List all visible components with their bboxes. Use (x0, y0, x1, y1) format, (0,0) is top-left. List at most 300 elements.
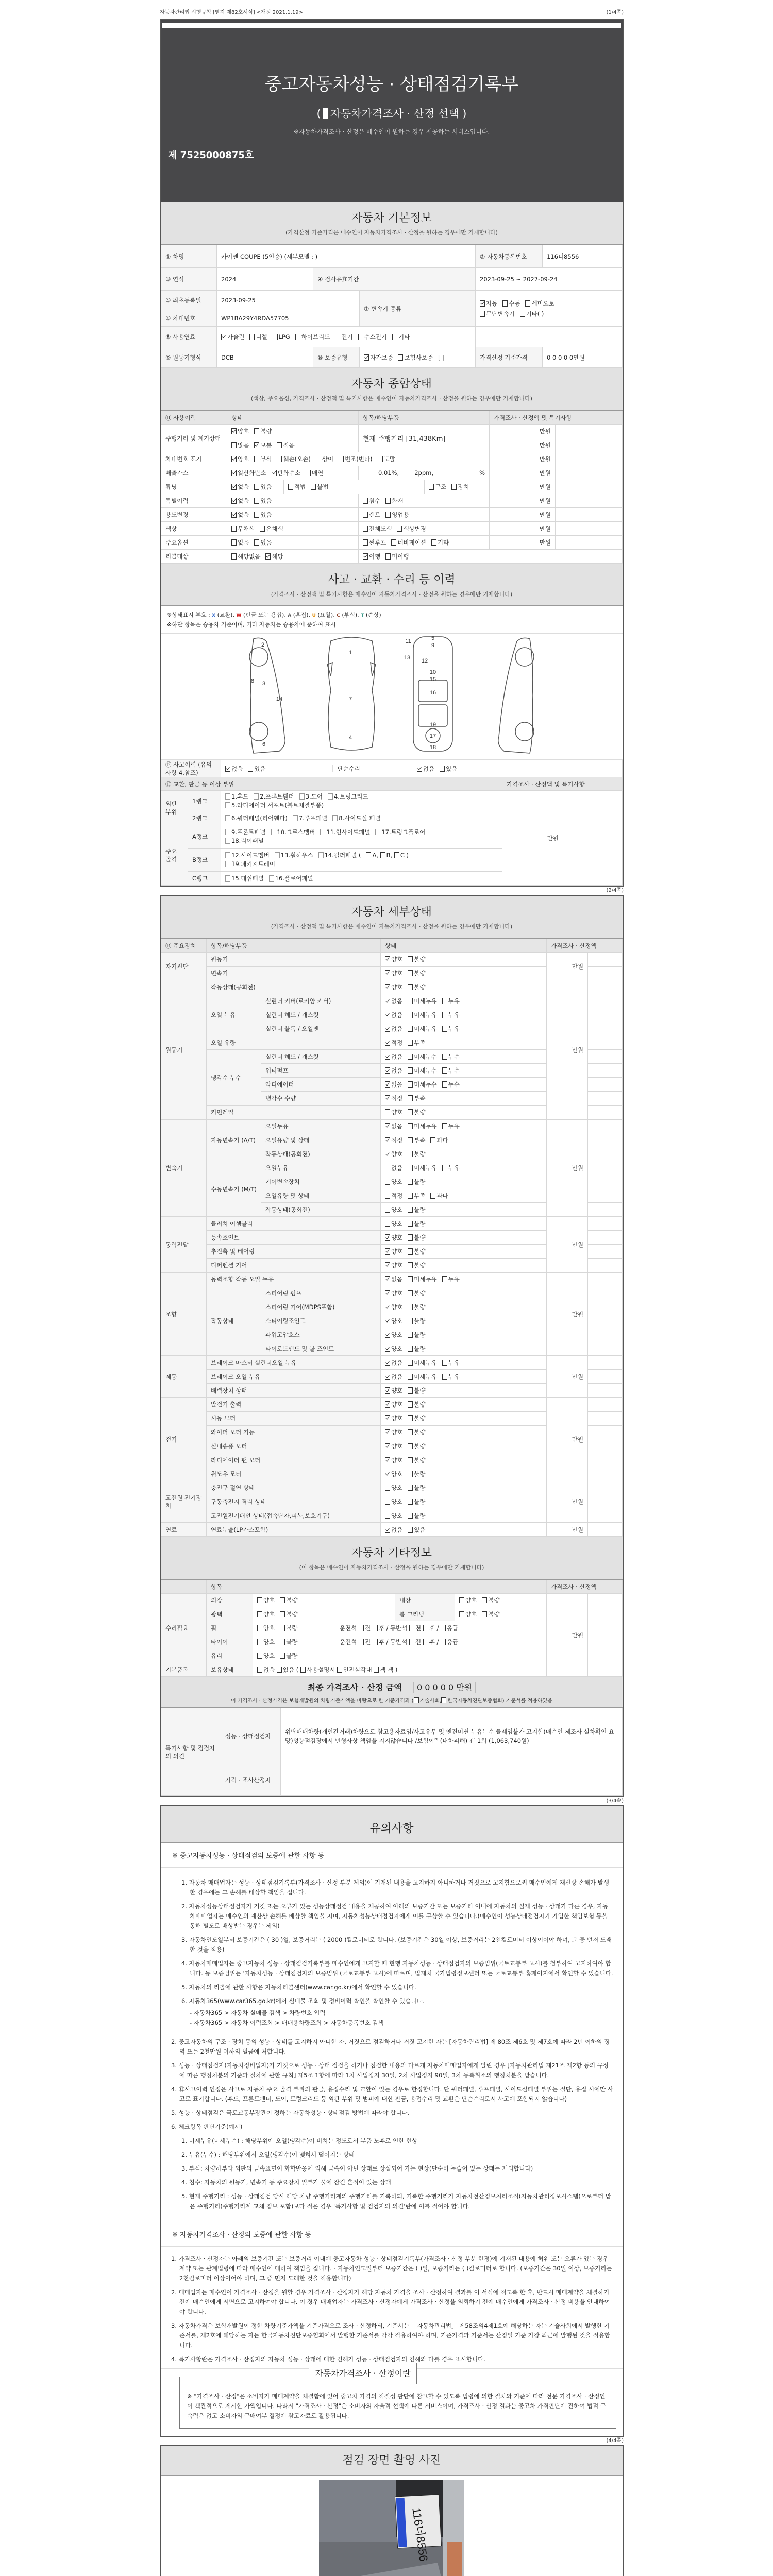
section-title: 자동차 기타정보 (351, 1547, 432, 1560)
checkbox[interactable] (366, 852, 371, 858)
checkbox[interactable] (363, 526, 368, 532)
checkbox[interactable] (385, 1137, 390, 1143)
checkbox[interactable] (231, 539, 237, 546)
section-subtitle: (가격조사 · 산정액 및 특기사항은 매수인이 자동차가격조사 · 산정을 원하는 경우에만 기재합니다) (271, 923, 513, 930)
checkbox[interactable] (385, 1374, 390, 1380)
checkbox[interactable] (408, 1151, 413, 1157)
checkbox[interactable] (254, 428, 259, 434)
option: 일산화탄소 (231, 469, 266, 477)
checkbox[interactable] (254, 456, 259, 462)
detail-row: 제동 브레이크 마스터 실린더오일 누유 없음 미세누유 누유 만원 (161, 1356, 623, 1370)
section-title: 자동차 종합상태 (351, 378, 432, 391)
checkbox[interactable] (408, 1346, 413, 1352)
option: 훼손(오손) (277, 455, 310, 463)
checkbox[interactable] (482, 1611, 487, 1617)
checkbox[interactable] (257, 1611, 262, 1617)
opinion-label: 특기사항 및 점검자의 의견 (161, 1708, 221, 1796)
checkbox[interactable] (335, 334, 340, 340)
checkbox[interactable] (221, 334, 226, 340)
option: 양호 (385, 956, 402, 963)
checkbox[interactable] (408, 1499, 413, 1505)
checkbox[interactable] (257, 1653, 262, 1659)
checkbox[interactable] (254, 484, 259, 490)
checkbox[interactable] (254, 442, 259, 448)
checkbox[interactable] (231, 470, 237, 476)
checkbox[interactable] (442, 1054, 447, 1060)
checkbox[interactable] (373, 1625, 378, 1631)
part-option: 3.도어 (299, 793, 323, 800)
section-title: 점검 장면 촬영 사진 (342, 2454, 441, 2467)
checkbox[interactable] (408, 1081, 413, 1088)
option: 양호 (385, 1290, 402, 1297)
checkbox[interactable] (408, 1193, 413, 1199)
checkbox[interactable] (260, 526, 265, 532)
part-option: 16.플로어패널 (269, 875, 313, 882)
checkbox[interactable] (408, 1179, 413, 1185)
option: 불량 (408, 984, 425, 991)
notes-list-2 (161, 2037, 623, 2211)
checkbox[interactable] (408, 1262, 413, 1268)
diagram-part-number: 11 (405, 638, 411, 645)
note-item: 4. ⑫사고이력 인정은 사고로 자동차 주요 골격 부위의 판금, 용접수리 및 교환이 있는 경우로 한정합니다. 단 쿼터패널, 루프패널, 사이드실패널 부위는 절단, 용접 시에만 사고로 표기합니다. (후드, 프론트펜더, 도어, 트렁크리드 등 외판 부위 및 범퍼에 대한 판금, 용접수리 및 교환은 단순수리로서 사고에 포함되지 않습니다) (171, 2086, 614, 2103)
detail-row: 변속기 양호 불량 (161, 967, 623, 980)
checkbox[interactable] (265, 553, 271, 560)
checkbox[interactable] (408, 1429, 413, 1435)
checkbox[interactable] (385, 553, 391, 560)
price-cell: 만원 (547, 1523, 588, 1537)
checkbox[interactable] (225, 815, 230, 821)
option: 탄화수소 (272, 469, 300, 477)
checkbox[interactable] (280, 1639, 285, 1645)
overall-table: ⑪ 사용이력 상태 항목/해당부품 가격조사 · 산정액 및 특기사항 주행거리 및 계기상태 양호 불량 현재 주행거리 [31,438Km] 만원 많음 보통 적음 만원 차대번호 표기 양호 부식 훼손(오손) 상이 변조(변타) 도말 만원 배출가스 일산화탄소 탄화수소 매연 0.01%, 2ppm, % 만원 튜닝 없음 있음 적법 불법 구조 장치 만원 특별이력 없음 있음 침수 화재 만원 용도변경 없음 있음 렌트 영업용 만원 색상 무채색 유채색 전체도색 색상변경 만원 주요옵션 없음 있음 썬루프 네비게이션 기타 만원 리콜대상 해당없음 해당 이행 미이행 (161, 411, 623, 564)
checkbox[interactable] (408, 1054, 413, 1060)
checkbox[interactable] (442, 1165, 447, 1171)
checkbox[interactable] (392, 334, 397, 340)
option: 불량 (408, 1443, 425, 1450)
checkbox[interactable] (442, 1081, 447, 1088)
detail-row: 라디에이터 없음 미세누수 누수 (161, 1078, 623, 1092)
option: 양호 (385, 1443, 402, 1450)
checkbox[interactable] (359, 1639, 364, 1645)
checkbox[interactable] (271, 829, 276, 835)
checkbox[interactable] (231, 512, 237, 518)
checkbox[interactable] (280, 1653, 285, 1659)
checkbox[interactable] (231, 428, 237, 434)
checkbox[interactable] (417, 766, 422, 772)
checkbox[interactable] (520, 311, 525, 317)
checkbox[interactable] (385, 1179, 390, 1185)
checkbox[interactable] (451, 484, 457, 490)
checkbox[interactable] (442, 1012, 447, 1018)
checkbox[interactable] (385, 956, 390, 962)
checkbox[interactable] (254, 512, 259, 518)
option: 양호 (385, 1512, 402, 1519)
checkbox[interactable] (316, 456, 321, 462)
checkbox[interactable] (442, 1374, 447, 1380)
checkbox[interactable] (272, 470, 277, 476)
checkbox[interactable] (358, 334, 363, 340)
checkbox[interactable] (293, 815, 298, 821)
checkbox[interactable] (378, 456, 383, 462)
part-option: 15.대쉬패널 (225, 875, 264, 882)
checkbox[interactable] (380, 852, 385, 858)
checkbox[interactable] (385, 1207, 390, 1213)
checkbox[interactable] (442, 1360, 447, 1366)
checkbox[interactable] (385, 1026, 390, 1032)
checkbox[interactable] (225, 852, 230, 858)
legend-item: U (요철), (312, 612, 335, 618)
checkbox[interactable] (385, 1095, 390, 1101)
option: 색상변경 (397, 525, 426, 532)
checkbox[interactable] (385, 1318, 390, 1324)
checkbox[interactable] (363, 512, 368, 518)
detail-row: 브레이크 오일 누유 없음 미세누유 누유 (161, 1370, 623, 1384)
checkbox[interactable] (231, 498, 237, 504)
checkbox[interactable] (408, 956, 413, 962)
checkbox[interactable] (231, 484, 237, 490)
option: 미세누유 (408, 1276, 436, 1283)
checkbox[interactable] (254, 539, 259, 546)
legend-item: C (부식), (337, 612, 359, 618)
checkbox[interactable] (257, 1597, 262, 1603)
checkbox[interactable] (408, 1067, 413, 1074)
checkbox[interactable] (408, 1234, 413, 1241)
checkbox[interactable] (385, 1262, 390, 1268)
checkbox[interactable] (385, 1332, 390, 1338)
checkbox[interactable] (408, 1415, 413, 1421)
checkbox[interactable] (254, 793, 259, 800)
checkbox[interactable] (332, 815, 338, 821)
checkbox[interactable] (385, 1527, 390, 1533)
note-subitem: - 자동차365 > 자동차 이력조회 > 매매용차량조회 > 자동차등록번호 검색 (190, 2019, 384, 2026)
checkbox[interactable] (257, 1625, 262, 1631)
checkbox[interactable] (385, 1485, 390, 1491)
checkbox[interactable] (408, 1012, 413, 1018)
checkbox[interactable] (339, 456, 344, 462)
checkbox[interactable] (300, 1667, 306, 1673)
detail-row: 작동상태(공회전) 양호 불량 (161, 1147, 623, 1161)
option: 부족 (408, 1192, 425, 1199)
checkbox[interactable] (408, 984, 413, 990)
option: 불량 (408, 1498, 425, 1505)
option: 없음 (225, 765, 243, 772)
page-number: (3/4쪽) (606, 1798, 624, 1804)
diagram-part-number: 13 (404, 655, 411, 661)
checkbox[interactable] (385, 970, 390, 976)
row-tuning: 튜닝 없음 있음 적법 불법 구조 장치 만원 (161, 480, 623, 494)
option: 보험사보증 (398, 354, 433, 361)
photos-header (161, 2446, 623, 2476)
checkbox[interactable] (311, 484, 316, 490)
checkbox[interactable] (385, 1429, 390, 1435)
option: 양호 (385, 1415, 402, 1422)
notes-header (161, 1806, 623, 1843)
checkbox[interactable] (385, 1012, 390, 1018)
checkbox[interactable] (373, 1639, 378, 1645)
checkbox[interactable] (385, 1165, 390, 1171)
final-amount: 0 0 0 0 0 만원 (413, 1682, 476, 1693)
note-item: 5. 현재 주행거리 : 성능 · 상태점검 당시 해당 차량 주행거리계의 주행거리를 기록하되, 기록한 주행거리가 자동차전산정보처리조직(자동차관리정보시스템)으로부터 받은 주행거리(주행거리계 교체 정보 포함)보다 적은 경우 '특기사항 및 점검자의 의견'란에 이를 적어야 합니다. (181, 2193, 611, 2210)
checkbox[interactable] (480, 300, 485, 307)
checkbox[interactable] (385, 1151, 390, 1157)
option: 불량 (408, 1387, 425, 1394)
option: 없음 (385, 1164, 402, 1172)
checkbox[interactable] (408, 1109, 413, 1115)
checkbox[interactable] (398, 354, 403, 361)
checkbox[interactable] (318, 852, 324, 858)
page-3 (160, 1805, 624, 2437)
checkbox[interactable] (385, 1290, 390, 1296)
checkbox[interactable] (385, 1234, 390, 1241)
row-usage: 용도변경 없음 있음 렌트 영업용 만원 (161, 508, 623, 522)
checkbox[interactable] (385, 1054, 390, 1060)
detail-row: 오일 유량 적정 부족 (161, 1036, 623, 1050)
row-recall: 리콜대상 해당없음 해당 이행 미이행 (161, 550, 623, 564)
checkbox[interactable] (295, 334, 300, 340)
option: 세미오토 (525, 300, 554, 307)
checkbox[interactable] (277, 456, 282, 462)
checkbox[interactable] (385, 1067, 390, 1074)
price-cell: 만원 (547, 1217, 588, 1273)
detail-row: 자기진단 원동기 양호 불량 만원 (161, 953, 623, 967)
checkbox[interactable] (385, 1081, 390, 1088)
checkbox[interactable] (385, 998, 390, 1004)
checkbox[interactable] (408, 1207, 413, 1213)
checkbox[interactable] (423, 1639, 428, 1645)
detail-row: 수동변속기 (M/T) 오일누유 없음 미세누유 누유 (161, 1161, 623, 1175)
legend-note: ※하단 항목은 승용차 기준이며, 기타 자동차는 승용차에 준하여 표시 (167, 621, 336, 628)
option: 없음 (385, 1359, 402, 1366)
checkbox[interactable] (280, 1597, 285, 1603)
checkbox[interactable] (385, 1443, 390, 1449)
checkbox[interactable] (459, 1611, 464, 1617)
checkbox[interactable] (442, 1026, 447, 1032)
checkbox[interactable] (423, 1625, 428, 1631)
checkbox[interactable] (385, 1401, 390, 1408)
checkbox[interactable] (408, 1304, 413, 1310)
checkbox[interactable] (385, 1221, 390, 1227)
checkbox[interactable] (397, 526, 402, 532)
section-subtitle: (가격산정 기준가격은 매수인이 자동차가격조사 · 산정을 원하는 경우에만 기재합니다) (285, 229, 498, 236)
checkbox[interactable] (299, 793, 305, 800)
checkbox[interactable] (225, 875, 230, 882)
final-price (161, 1677, 623, 1708)
option: 부식 (254, 455, 272, 463)
option: 수동 (502, 300, 520, 307)
checkbox[interactable] (408, 1040, 413, 1046)
checkbox[interactable] (385, 1346, 390, 1352)
checkbox[interactable] (480, 311, 485, 317)
detail-row: 작동상태(공회전) 양호 불량 (161, 1203, 623, 1217)
checkbox[interactable] (391, 539, 396, 546)
checkbox[interactable] (385, 1304, 390, 1310)
checkbox[interactable] (408, 1387, 413, 1394)
checkbox[interactable] (225, 766, 230, 772)
checkbox[interactable] (394, 852, 399, 858)
checkbox[interactable] (385, 498, 391, 504)
checkbox[interactable] (385, 1415, 390, 1421)
checkbox[interactable] (231, 456, 237, 462)
checkbox[interactable] (502, 300, 508, 307)
checkbox[interactable] (231, 442, 237, 448)
checkbox[interactable] (431, 539, 436, 546)
checkbox[interactable] (430, 1137, 435, 1143)
license-plate-text: 116너8556 (410, 2506, 430, 2563)
detail-row: 전기 발전기 출력 양호 불량 만원 (161, 1398, 623, 1412)
checkbox[interactable] (385, 1109, 390, 1115)
checkbox[interactable] (363, 498, 368, 504)
option: 많음 (231, 442, 249, 449)
checkbox[interactable] (408, 1026, 413, 1032)
checkbox[interactable] (408, 1374, 413, 1380)
checkbox[interactable] (408, 1318, 413, 1324)
checkbox[interactable] (430, 1193, 435, 1199)
option: 불량 (408, 1401, 425, 1408)
year: 2024 (217, 268, 313, 291)
option: 불량 (408, 1178, 425, 1185)
checkbox[interactable] (257, 1667, 262, 1673)
option: 화재 (385, 497, 403, 504)
checkbox[interactable] (280, 1611, 285, 1617)
detail-row: 스티어링조인트 양호 불량 (161, 1314, 623, 1328)
checkbox[interactable] (337, 1667, 342, 1673)
option: 불량 (408, 1262, 425, 1269)
checkbox[interactable] (441, 1625, 446, 1631)
checkbox[interactable] (408, 1443, 413, 1449)
checkbox[interactable] (429, 484, 434, 490)
checkbox[interactable] (385, 1123, 390, 1129)
option: 불량 (408, 1512, 425, 1519)
price-cell: 만원 (547, 1398, 588, 1481)
checkbox[interactable] (374, 1667, 379, 1673)
checkbox[interactable] (385, 1387, 390, 1394)
checkbox[interactable] (248, 766, 253, 772)
option: 미세누유 (408, 1011, 436, 1019)
checkbox[interactable] (288, 484, 293, 490)
opinion-table (161, 1708, 623, 1796)
checkbox[interactable] (385, 1248, 390, 1255)
option: 미세누수 (408, 1081, 436, 1088)
checkbox[interactable] (385, 1193, 390, 1199)
part-option: 17.트렁크플로어 (375, 828, 425, 836)
checkbox[interactable] (408, 1513, 413, 1519)
checkbox[interactable] (385, 984, 390, 990)
checkbox[interactable] (408, 1276, 413, 1282)
checkbox[interactable] (375, 829, 380, 835)
checkbox[interactable] (275, 852, 280, 858)
checkbox[interactable] (408, 1360, 413, 1366)
checkbox[interactable] (408, 1221, 413, 1227)
checkbox[interactable] (231, 526, 237, 532)
checkbox[interactable] (525, 300, 530, 307)
checkbox[interactable] (363, 553, 368, 560)
price-cell: 만원 (490, 452, 556, 466)
price-cell: 만원 (502, 791, 563, 886)
diagram-part-number: 3 (262, 681, 266, 687)
checkbox[interactable] (363, 539, 368, 546)
checkbox[interactable] (408, 1095, 413, 1101)
checkbox[interactable] (408, 1248, 413, 1255)
document-number: 제 7525000875호 (168, 150, 254, 161)
detail-row: 고전원전기배선 상태(접속단자,피복,보호기구) 양호 불량 (161, 1509, 623, 1523)
checkbox[interactable] (385, 1360, 390, 1366)
basic-info-header (161, 202, 623, 245)
checkbox[interactable] (269, 875, 274, 882)
option: 없음 (385, 1276, 402, 1283)
detail-row: 윈도우 모터 양호 불량 (161, 1467, 623, 1481)
checkbox[interactable] (254, 498, 259, 504)
checkbox[interactable] (442, 998, 447, 1004)
checkbox[interactable] (385, 1276, 390, 1282)
checkbox[interactable] (408, 1165, 413, 1171)
checkbox[interactable] (249, 334, 255, 340)
section-subtitle: (이 항목은 매수인이 자동차가격조사 · 산정을 원하는 경우에만 기재합니다) (299, 1564, 484, 1571)
checkbox[interactable] (257, 1639, 262, 1645)
detail-row: 워터펌프 없음 미세누수 누수 (161, 1064, 623, 1078)
checkbox[interactable] (442, 1067, 447, 1074)
option: 누수 (442, 1053, 460, 1060)
checkbox[interactable] (225, 793, 230, 800)
checkbox[interactable] (408, 1137, 413, 1143)
checkbox[interactable] (225, 829, 230, 835)
checkbox[interactable] (408, 1527, 413, 1533)
checkbox[interactable] (273, 334, 278, 340)
checkbox[interactable] (408, 1290, 413, 1296)
checkbox[interactable] (408, 1332, 413, 1338)
checkbox[interactable] (280, 1625, 285, 1631)
checkbox[interactable] (359, 1625, 364, 1631)
detail-row: 원동기 작동상태(공회전) 양호 불량 만원 (161, 980, 623, 994)
checkbox[interactable] (442, 1123, 447, 1129)
checkbox[interactable] (328, 793, 333, 800)
checkbox[interactable] (441, 1639, 446, 1645)
checkbox[interactable] (459, 1597, 464, 1603)
checkbox[interactable] (408, 970, 413, 976)
checkbox[interactable] (385, 1457, 390, 1463)
part-option: 10.크로스멤버 (271, 828, 315, 836)
checkbox[interactable] (277, 442, 282, 448)
checkbox[interactable] (385, 1471, 390, 1477)
checkbox[interactable] (364, 354, 369, 361)
checkbox[interactable] (409, 1639, 414, 1645)
checkbox[interactable] (408, 1471, 413, 1477)
detail-row: 연료 연료누출(LP가스포함) 없음 있음 만원 (161, 1523, 623, 1537)
checkbox[interactable] (231, 553, 237, 560)
etc-table: 항목 가격조사 · 산정액 수리필요 외장 양호 불량 내장 양호 불량 만원 광택 양호 불량 룸 크리닝 양호 불량 휠 양호 불량 운전석 전 후 / 동반석 전 후 / 응급 타이어 양호 불량 운전석 전 후 / 동반석 전 후 / 응급 유리 양호 불량 기본품목 보유상태 없음 있음 ( 사용설명서 안전삼각대 잭 잭 ) (161, 1580, 623, 1677)
checkbox[interactable] (408, 1485, 413, 1491)
note-item: 1. 미세누유(미세누수) : 해당부위에 오일(냉각수)이 비치는 정도로서 부품 노후로 인한 현상 (181, 2137, 418, 2144)
checkbox[interactable] (385, 512, 391, 518)
checkbox[interactable] (277, 1667, 282, 1673)
checkbox[interactable] (409, 1625, 414, 1631)
checkbox[interactable] (408, 1457, 413, 1463)
checkbox[interactable] (306, 470, 311, 476)
car-outline-diagram (161, 634, 623, 760)
option: 과다 (430, 1192, 448, 1199)
checkbox[interactable] (442, 1276, 447, 1282)
price-cell: 만원 (547, 1594, 588, 1677)
checkbox[interactable] (385, 1499, 390, 1505)
checkbox[interactable] (320, 829, 325, 835)
checkbox[interactable] (385, 1513, 390, 1519)
checkbox[interactable] (440, 766, 445, 772)
checkbox[interactable] (408, 1401, 413, 1408)
checkbox[interactable] (408, 1123, 413, 1129)
option: 누유 (442, 997, 460, 1005)
checkbox[interactable] (385, 1040, 390, 1046)
checkbox[interactable] (408, 998, 413, 1004)
checkbox[interactable] (482, 1597, 487, 1603)
